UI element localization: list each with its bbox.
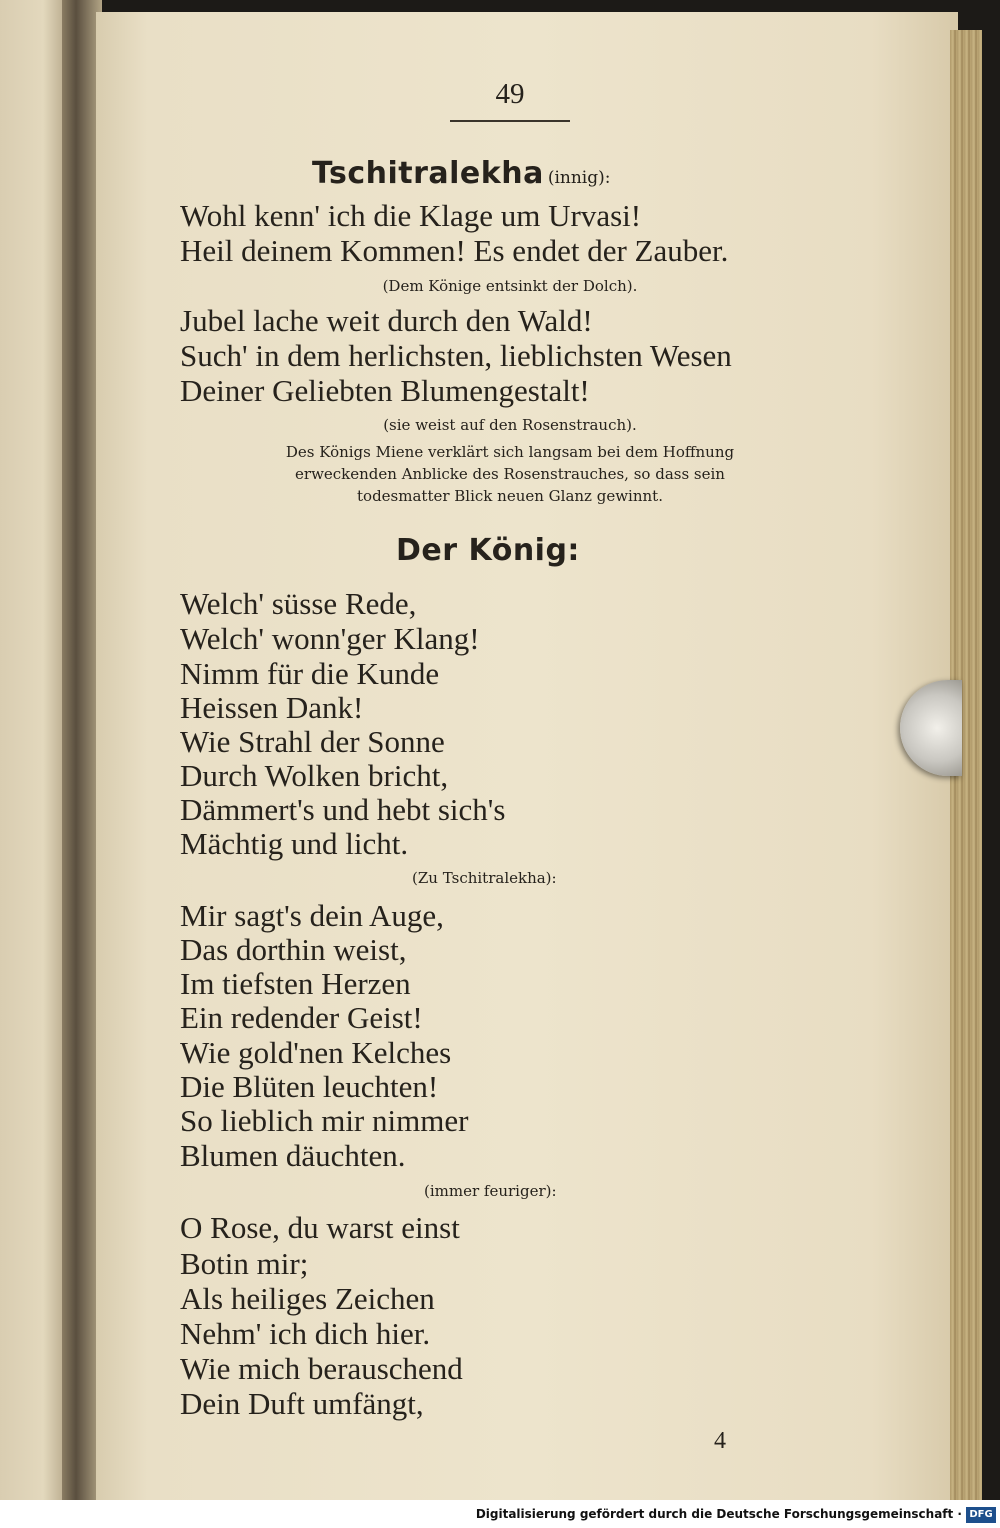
verse-line: Nimm für die Kunde bbox=[180, 656, 440, 691]
verse-line: Durch Wolken bricht, bbox=[180, 758, 449, 793]
verse-line: Botin mir; bbox=[180, 1246, 309, 1281]
verse-line: Heissen Dank! bbox=[180, 690, 364, 725]
verse-line: Such' in dem herlichsten, lieblichsten Wesen bbox=[180, 338, 732, 373]
verse-line: Blumen däuchten. bbox=[180, 1138, 406, 1173]
verse-line: Ein redender Geist! bbox=[180, 1000, 423, 1035]
verse-line: Wie Strahl der Sonne bbox=[180, 724, 445, 759]
speaker-heading bbox=[312, 156, 610, 191]
stage-direction: (Zu Tschitralekha): bbox=[412, 869, 557, 887]
dfg-logo: DFG bbox=[966, 1507, 996, 1523]
stage-direction: (Dem Könige entsinkt der Dolch). bbox=[382, 277, 638, 295]
stage-direction: erweckenden Anblicke des Rosenstrauches, so dass sein bbox=[295, 465, 725, 483]
verse-line: O Rose, du warst einst bbox=[180, 1210, 460, 1245]
verse-line: Im tiefsten Herzen bbox=[180, 966, 411, 1001]
verse-line: Nehm' ich dich hier. bbox=[180, 1316, 431, 1351]
verse-line: Dein Duft umfängt, bbox=[180, 1386, 424, 1421]
footer-credit: Digitalisierung gefördert durch die Deutsche Forschungsgemeinschaft · bbox=[475, 1507, 962, 1521]
stage-direction: Des Königs Miene verklärt sich langsam bei dem Hoffnung bbox=[285, 443, 735, 461]
speaker-note: (innig): bbox=[547, 168, 611, 188]
verse-line: Wohl kenn' ich die Klage um Urvasi! bbox=[180, 198, 642, 233]
verse-line: Dämmert's und hebt sich's bbox=[180, 792, 506, 827]
speaker-heading: Der König: bbox=[396, 533, 580, 568]
verse-line: Welch' wonn'ger Klang! bbox=[180, 621, 480, 656]
verse-line: Mächtig und licht. bbox=[180, 826, 409, 861]
verse-line: Heil deinem Kommen! Es endet der Zauber. bbox=[180, 233, 729, 268]
verse-line: Jubel lache weit durch den Wald! bbox=[180, 303, 593, 338]
footer-bar bbox=[0, 1500, 1000, 1528]
verse-line: Die Blüten leuchten! bbox=[180, 1069, 439, 1104]
verse-line: Das dorthin weist, bbox=[180, 932, 407, 967]
verse-line: So lieblich mir nimmer bbox=[180, 1103, 469, 1138]
stage-direction: todesmatter Blick neuen Glanz gewinnt. bbox=[357, 487, 663, 505]
speaker-name: Tschitralekha bbox=[312, 156, 544, 191]
verse-line: Wie mich berauschend bbox=[180, 1351, 463, 1386]
stage-direction: (immer feuriger): bbox=[424, 1182, 557, 1200]
verse-line: Mir sagt's dein Auge, bbox=[180, 898, 444, 933]
verse-line: Deiner Geliebten Blumengestalt! bbox=[180, 373, 590, 408]
verse-line: Als heiliges Zeichen bbox=[180, 1281, 435, 1316]
page-number: 49 bbox=[495, 78, 525, 110]
header-rule bbox=[450, 120, 570, 122]
signature-mark: 4 bbox=[714, 1428, 726, 1454]
verse-line: Wie gold'nen Kelches bbox=[180, 1035, 452, 1070]
verse-line: Welch' süsse Rede, bbox=[180, 586, 417, 621]
stage-direction: (sie weist auf den Rosenstrauch). bbox=[383, 416, 637, 434]
